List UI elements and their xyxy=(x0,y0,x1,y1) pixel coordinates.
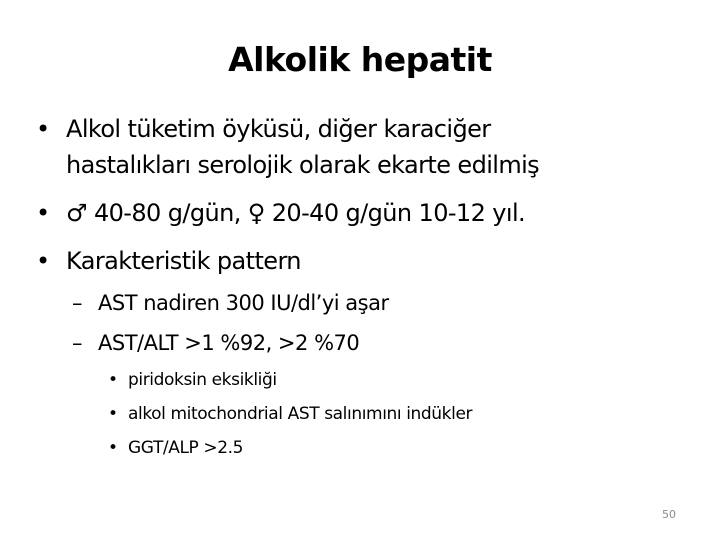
sub-sub-bullet-mitochondrial-text: alkol mitochondrial AST salınımını indükler xyxy=(128,404,473,424)
bullet-marker: • xyxy=(36,115,50,143)
dash-marker: – xyxy=(72,331,82,355)
bullet-pattern-text: Karakteristik pattern xyxy=(66,247,301,275)
sub-bullet-ratio xyxy=(72,327,672,359)
dash-marker: – xyxy=(72,291,82,315)
sub-sub-bullet-ggt xyxy=(108,433,668,463)
bullet-history-line-1: Alkol tüketim öyküsü, diğer karaciğer xyxy=(66,115,491,143)
page-number: 50 xyxy=(662,508,676,521)
bullet-pattern xyxy=(36,243,676,279)
bullet-intake-text: ♂ 40-80 g/gün, ♀ 20-40 g/gün 10-12 yıl. xyxy=(66,199,526,227)
bullet-marker: • xyxy=(108,404,118,424)
bullet-intake xyxy=(36,195,676,231)
bullet-marker: • xyxy=(108,370,118,390)
sub-bullet-ast xyxy=(72,287,672,319)
bullet-marker: • xyxy=(108,438,118,458)
sub-sub-bullet-mitochondrial xyxy=(108,399,668,429)
bullet-marker: • xyxy=(36,199,50,227)
sub-sub-bullet-pyridoxine xyxy=(108,365,668,395)
sub-bullet-ast-text: AST nadiren 300 IU/dl’yi aşar xyxy=(98,291,389,315)
sub-sub-bullet-pyridoxine-text: piridoksin eksikliği xyxy=(128,370,277,390)
bullet-history xyxy=(36,111,676,183)
sub-bullet-ratio-text: AST/ALT >1 %92, >2 %70 xyxy=(98,331,360,355)
bullet-history-line-2: hastalıkları serolojik olarak ekarte edilmiş xyxy=(66,151,540,179)
bullet-marker: • xyxy=(36,247,50,275)
sub-sub-bullet-ggt-text: GGT/ALP >2.5 xyxy=(128,438,244,458)
slide-title: Alkolik hepatit xyxy=(228,40,492,79)
